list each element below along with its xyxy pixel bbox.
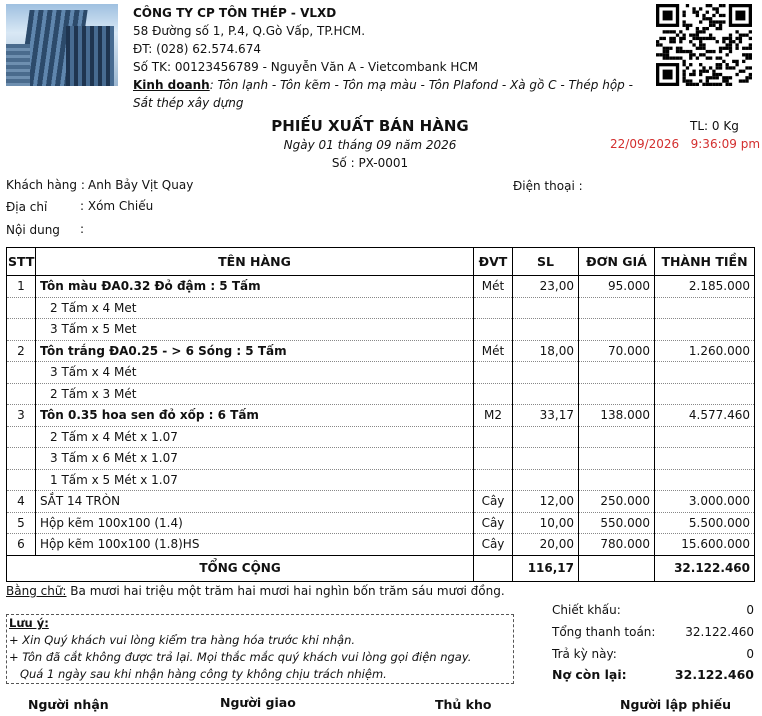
signature-deliverer: Người giao <box>220 695 296 710</box>
paid-label: Trả kỳ này: <box>552 647 617 661</box>
table-row <box>7 340 755 362</box>
items-table <box>6 247 755 582</box>
row-amount <box>655 362 755 384</box>
words-text: Ba mươi hai triệu một trăm hai mươi hai nghìn bốn trăm sáu mươi đồng. <box>66 584 505 598</box>
discount-label: Chiết khấu: <box>552 603 621 617</box>
amount-in-words <box>6 584 505 598</box>
row-unit <box>474 383 513 405</box>
header-qty: SL <box>513 248 579 276</box>
row-qty <box>513 448 579 470</box>
total-qty: 116,17 <box>513 555 579 581</box>
company-phone: ĐT: (028) 62.574.674 <box>133 42 261 56</box>
business-label: Kinh doanh <box>133 78 210 92</box>
row-price <box>579 362 655 384</box>
row-qty: 33,17 <box>513 405 579 427</box>
remaining-row <box>552 667 754 682</box>
row-stt: 4 <box>7 491 36 513</box>
row-stt <box>7 362 36 384</box>
row-price: 250.000 <box>579 491 655 513</box>
row-amount: 2.185.000 <box>655 276 755 298</box>
table-row <box>7 448 755 470</box>
customer-phone-label: Điện thoại : <box>513 179 583 193</box>
row-name: Hộp kẽm 100x100 (1.8)HS <box>36 534 474 556</box>
business-line: Kinh doanh: Tôn lạnh - Tôn kẽm - Tôn mạ màu - Tôn Plafond - Xà gồ C - Thép hộp - <box>133 78 633 92</box>
row-amount: 4.577.460 <box>655 405 755 427</box>
row-qty: 20,00 <box>513 534 579 556</box>
notes-title: Lưu ý: <box>9 616 49 630</box>
row-amount: 1.260.000 <box>655 340 755 362</box>
signature-creator: Người lập phiếu <box>620 697 732 712</box>
row-unit: Cây <box>474 534 513 556</box>
row-stt <box>7 448 36 470</box>
row-name: 3 Tấm x 4 Mét <box>36 362 474 384</box>
table-row <box>7 512 755 534</box>
row-unit: Mét <box>474 340 513 362</box>
row-qty: 12,00 <box>513 491 579 513</box>
table-header-row <box>7 248 755 276</box>
row-name: Tôn màu ĐA0.32 Đỏ đậm : 5 Tấm <box>36 276 474 298</box>
weight-label: TL: 0 Kg <box>690 119 739 133</box>
row-unit <box>474 469 513 491</box>
company-address: 58 Đường số 1, P.4, Q.Gò Vấp, TP.HCM. <box>133 24 366 38</box>
remaining-value: 32.122.460 <box>674 667 754 682</box>
table-row <box>7 426 755 448</box>
table-row <box>7 276 755 298</box>
total-pay-value: 32.122.460 <box>685 625 754 639</box>
row-amount <box>655 469 755 491</box>
content-label: Nội dung <box>6 223 60 237</box>
content-value: : <box>80 222 85 236</box>
company-account: Số TK: 00123456789 - Nguyễn Văn A - Vietcombank HCM <box>133 60 479 74</box>
table-row <box>7 362 755 384</box>
customer-address: : Xóm Chiếu <box>80 199 154 213</box>
document-number: Số : PX-0001 <box>331 156 409 170</box>
notes-box <box>6 614 514 684</box>
row-qty <box>513 362 579 384</box>
header-amount: THÀNH TIỀN <box>655 248 755 276</box>
row-price: 138.000 <box>579 405 655 427</box>
row-price: 70.000 <box>579 340 655 362</box>
row-stt: 6 <box>7 534 36 556</box>
row-stt <box>7 319 36 341</box>
qr-code-icon <box>656 4 752 86</box>
discount-value: 0 <box>746 603 754 617</box>
company-logo <box>6 4 118 86</box>
table-row <box>7 405 755 427</box>
row-price: 95.000 <box>579 276 655 298</box>
row-name: 1 Tấm x 5 Mét x 1.07 <box>36 469 474 491</box>
document-date: Ngày 01 tháng 09 năm 2026 <box>283 138 457 152</box>
row-amount: 5.500.000 <box>655 512 755 534</box>
row-stt: 2 <box>7 340 36 362</box>
words-label: Bằng chữ: <box>6 584 67 598</box>
row-price <box>579 319 655 341</box>
row-price <box>579 426 655 448</box>
row-name: 3 Tấm x 5 Met <box>36 319 474 341</box>
row-amount <box>655 426 755 448</box>
notes-line: + Xin Quý khách vui lòng kiểm tra hàng hóa trước khi nhận. <box>9 633 356 647</box>
signature-receiver: Người nhận <box>28 697 109 712</box>
row-name: SẮT 14 TRÒN <box>36 491 474 513</box>
row-qty: 10,00 <box>513 512 579 534</box>
company-info <box>133 4 633 112</box>
row-price <box>579 383 655 405</box>
row-stt <box>7 297 36 319</box>
header-price: ĐƠN GIÁ <box>579 248 655 276</box>
customer-address-label: Địa chỉ <box>6 200 48 214</box>
row-unit <box>474 362 513 384</box>
notes-line: + Tôn đã cắt không được trả lại. Mọi thắc mắc quý khách vui lòng gọi điện ngay. <box>9 650 472 664</box>
row-amount <box>655 297 755 319</box>
table-row <box>7 469 755 491</box>
row-qty <box>513 469 579 491</box>
customer-name: Anh Bảy Vịt Quay <box>88 178 194 192</box>
table-row <box>7 383 755 405</box>
row-price: 550.000 <box>579 512 655 534</box>
row-stt: 5 <box>7 512 36 534</box>
table-row <box>7 297 755 319</box>
signature-storekeeper: Thủ kho <box>435 697 492 712</box>
print-timestamp: 22/09/2026 9:36:09 pm <box>610 137 761 151</box>
row-qty: 23,00 <box>513 276 579 298</box>
row-qty <box>513 297 579 319</box>
row-qty: 18,00 <box>513 340 579 362</box>
row-amount <box>655 383 755 405</box>
row-amount <box>655 319 755 341</box>
business-line-2: Sắt thép xây dựng <box>133 96 244 110</box>
row-unit <box>474 297 513 319</box>
row-name: 2 Tấm x 4 Mét x 1.07 <box>36 426 474 448</box>
row-amount: 15.600.000 <box>655 534 755 556</box>
row-price <box>579 469 655 491</box>
row-unit <box>474 426 513 448</box>
row-unit: M2 <box>474 405 513 427</box>
notes-line: Quá 1 ngày sau khi nhận hàng công ty không chịu trách nhiệm. <box>9 667 387 681</box>
row-stt <box>7 426 36 448</box>
table-row <box>7 534 755 556</box>
table-row <box>7 319 755 341</box>
total-pay-row <box>552 625 754 639</box>
paid-value: 0 <box>746 647 754 661</box>
row-qty <box>513 383 579 405</box>
row-stt: 3 <box>7 405 36 427</box>
row-name: Hộp kẽm 100x100 (1.4) <box>36 512 474 534</box>
header-unit: ĐVT <box>474 248 513 276</box>
row-stt <box>7 383 36 405</box>
total-pay-label: Tổng thanh toán: <box>552 625 656 639</box>
paid-row <box>552 647 754 661</box>
remaining-label: Nợ còn lại: <box>552 667 627 682</box>
row-amount <box>655 448 755 470</box>
row-price <box>579 448 655 470</box>
row-name: 2 Tấm x 4 Met <box>36 297 474 319</box>
customer-name-label: Khách hàng : <box>6 178 85 192</box>
row-amount: 3.000.000 <box>655 491 755 513</box>
row-unit: Cây <box>474 491 513 513</box>
row-qty <box>513 426 579 448</box>
total-amount: 32.122.460 <box>655 555 755 581</box>
row-stt <box>7 469 36 491</box>
row-name: Tôn trắng ĐA0.25 - > 6 Sóng : 5 Tấm <box>36 340 474 362</box>
row-price: 780.000 <box>579 534 655 556</box>
row-name: 2 Tấm x 3 Mét <box>36 383 474 405</box>
row-stt: 1 <box>7 276 36 298</box>
row-price <box>579 297 655 319</box>
header-name: TÊN HÀNG <box>36 248 474 276</box>
row-unit: Cây <box>474 512 513 534</box>
row-name: Tôn 0.35 hoa sen đỏ xốp : 6 Tấm <box>36 405 474 427</box>
row-unit: Mét <box>474 276 513 298</box>
total-row <box>7 555 755 581</box>
row-unit <box>474 319 513 341</box>
table-row <box>7 491 755 513</box>
company-name: CÔNG TY CP TÔN THÉP - VLXD <box>133 6 337 20</box>
discount-row <box>552 603 754 617</box>
header-stt: STT <box>7 248 36 276</box>
document-title: PHIẾU XUẤT BÁN HÀNG <box>271 117 469 135</box>
row-name: 3 Tấm x 6 Mét x 1.07 <box>36 448 474 470</box>
total-label: TỔNG CỘNG <box>7 555 474 581</box>
row-unit <box>474 448 513 470</box>
row-qty <box>513 319 579 341</box>
